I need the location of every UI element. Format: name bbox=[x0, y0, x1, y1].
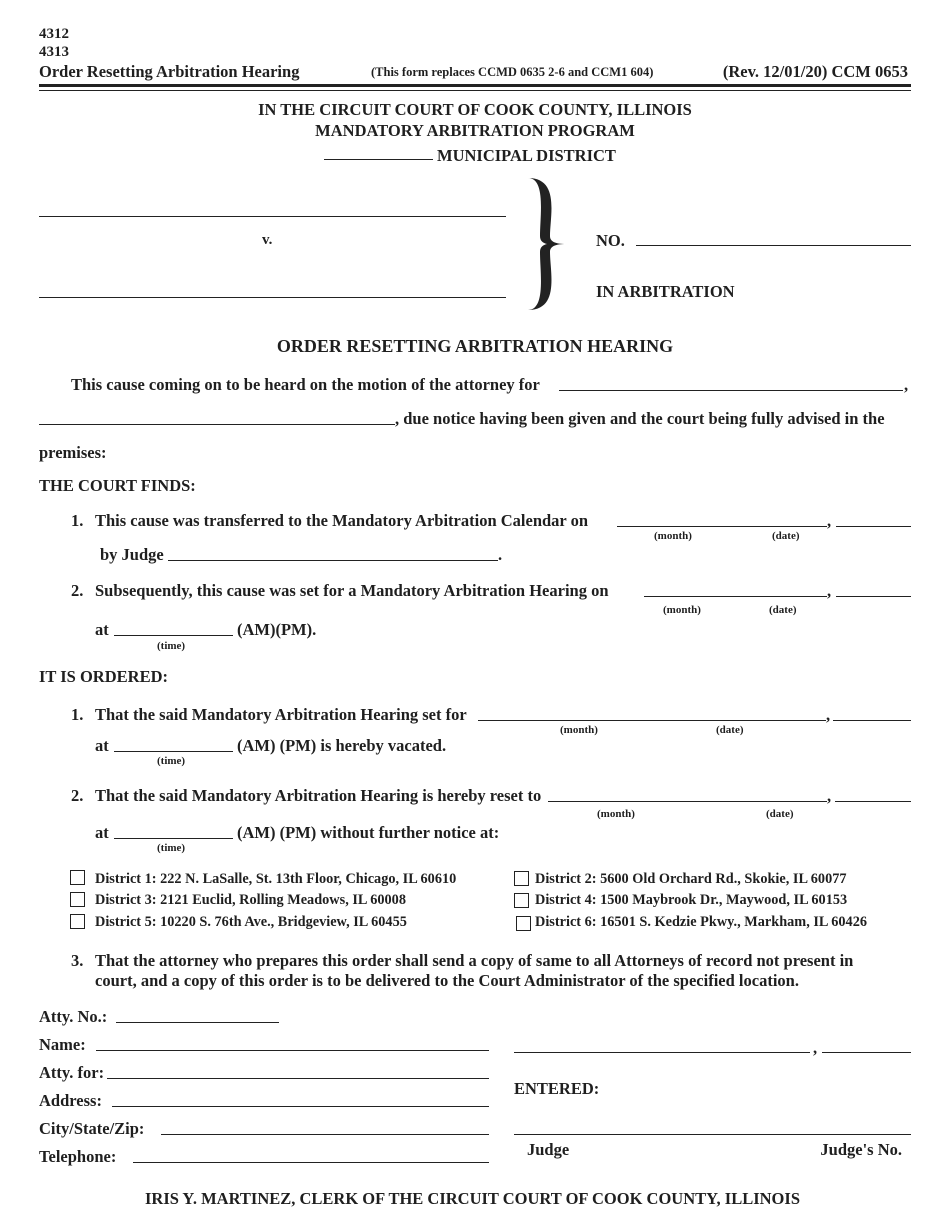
by-judge-label: by Judge bbox=[100, 545, 164, 564]
vacated-month-date-line[interactable] bbox=[478, 720, 826, 721]
date-caption: (date) bbox=[716, 724, 744, 736]
caption-brace bbox=[520, 176, 570, 312]
case-number-label: NO. bbox=[596, 231, 625, 250]
ordered-item1-comma: , bbox=[826, 705, 831, 724]
address-field[interactable] bbox=[112, 1106, 489, 1107]
district-5-label: District 5: 10220 S. 76th Ave., Bridgeview, IL 60455 bbox=[95, 914, 407, 930]
month-caption: (month) bbox=[663, 604, 701, 616]
set-year-line[interactable] bbox=[836, 596, 911, 597]
atty-no-label: Atty. No.: bbox=[39, 1007, 108, 1026]
transfer-year-line[interactable] bbox=[836, 526, 911, 527]
date-caption: (date) bbox=[772, 530, 800, 542]
ordered-item3-line2: court, and a copy of this order is to be delivered to the Court Administrator of the specified location. bbox=[95, 971, 799, 990]
form-code-4312: 4312 bbox=[39, 26, 69, 42]
telephone-label: Telephone: bbox=[39, 1147, 117, 1166]
city-state-zip-label: City/State/Zip: bbox=[39, 1119, 145, 1138]
judge-name-line[interactable] bbox=[168, 560, 498, 561]
judge-label: Judge bbox=[527, 1140, 570, 1159]
time-caption: (time) bbox=[157, 640, 186, 652]
finds-item2-comma: , bbox=[827, 581, 832, 600]
order-title: ORDER RESETTING ARBITRATION HEARING bbox=[276, 336, 674, 356]
header-rule-thin bbox=[39, 90, 911, 91]
reset-year-line[interactable] bbox=[835, 801, 911, 802]
finds-item1-number: 1. bbox=[71, 511, 84, 530]
entered-label: ENTERED: bbox=[514, 1079, 600, 1098]
judge-period: . bbox=[498, 545, 503, 564]
entered-date-comma: , bbox=[813, 1038, 818, 1057]
district-5-checkbox[interactable] bbox=[70, 914, 85, 929]
district-6-label: District 6: 16501 S. Kedzie Pkwy., Markham, IL 60426 bbox=[535, 914, 867, 930]
court-finds-heading: THE COURT FINDS: bbox=[39, 476, 196, 495]
without-notice-text: (AM) (PM) without further notice at: bbox=[237, 823, 500, 842]
telephone-field[interactable] bbox=[133, 1162, 489, 1163]
intro-text-1: This cause coming on to be heard on the motion of the attorney for bbox=[71, 375, 540, 394]
name-field[interactable] bbox=[96, 1050, 489, 1051]
intro-comma: , bbox=[904, 375, 909, 394]
program-name: MANDATORY ARBITRATION PROGRAM bbox=[315, 121, 635, 140]
motion-party-line-2[interactable] bbox=[39, 424, 395, 425]
month-caption: (month) bbox=[560, 724, 598, 736]
ordered-item2-comma: , bbox=[827, 786, 832, 805]
entered-date-line[interactable] bbox=[514, 1052, 810, 1053]
ordered-item2-number: 2. bbox=[71, 786, 84, 805]
atty-for-label: Atty. for: bbox=[39, 1063, 105, 1082]
set-time-line[interactable] bbox=[114, 635, 233, 636]
vacated-year-line[interactable] bbox=[833, 720, 911, 721]
date-caption: (date) bbox=[769, 604, 797, 616]
clerk-footer: IRIS Y. MARTINEZ, CLERK OF THE CIRCUIT COURT OF COOK COUNTY, ILLINOIS bbox=[144, 1189, 800, 1208]
intro-text-2: , due notice having been given and the court being fully advised in the bbox=[395, 409, 885, 428]
ordered-item1-text: That the said Mandatory Arbitration Hearing set for bbox=[95, 705, 467, 724]
set-month-date-line[interactable] bbox=[644, 596, 827, 597]
form-code-4313: 4313 bbox=[39, 44, 69, 60]
ordered-item1-number: 1. bbox=[71, 705, 84, 724]
district-2-label: District 2: 5600 Old Orchard Rd., Skokie, IL 60077 bbox=[535, 871, 847, 887]
district-2-checkbox[interactable] bbox=[514, 871, 529, 886]
municipal-district: MUNICIPAL DISTRICT bbox=[437, 146, 616, 165]
city-state-zip-field[interactable] bbox=[161, 1134, 489, 1135]
judges-no-label: Judge's No. bbox=[820, 1140, 902, 1159]
month-caption: (month) bbox=[654, 530, 692, 542]
time-caption: (time) bbox=[157, 755, 186, 767]
motion-party-line[interactable] bbox=[559, 390, 903, 391]
court-name: IN THE CIRCUIT COURT OF COOK COUNTY, ILLINOIS bbox=[258, 100, 692, 119]
atty-for-field[interactable] bbox=[107, 1078, 489, 1079]
atty-no-field[interactable] bbox=[116, 1022, 279, 1023]
district-1-checkbox[interactable] bbox=[70, 870, 85, 885]
transfer-month-date-line[interactable] bbox=[617, 526, 827, 527]
date-caption: (date) bbox=[766, 808, 794, 820]
defendant-line[interactable] bbox=[39, 297, 506, 298]
intro-text-3: premises: bbox=[39, 443, 107, 462]
time-caption: (time) bbox=[157, 842, 186, 854]
in-arbitration: IN ARBITRATION bbox=[596, 282, 735, 301]
finds-item1-comma: , bbox=[827, 511, 832, 530]
month-caption: (month) bbox=[597, 808, 635, 820]
address-label: Address: bbox=[39, 1091, 102, 1110]
vacated-time-line[interactable] bbox=[114, 751, 233, 752]
revision-code: (Rev. 12/01/20) CCM 0653 bbox=[722, 62, 908, 81]
form-title: Order Resetting Arbitration Hearing bbox=[39, 62, 300, 81]
at-label: at bbox=[95, 823, 109, 842]
vacated-text: (AM) (PM) is hereby vacated. bbox=[237, 736, 447, 755]
finds-item1-text: This cause was transferred to the Mandatory Arbitration Calendar on bbox=[95, 511, 589, 530]
entered-year-line[interactable] bbox=[822, 1052, 911, 1053]
header-rule-thick bbox=[39, 84, 911, 87]
ordered-item3-number: 3. bbox=[71, 951, 84, 970]
district-4-checkbox[interactable] bbox=[514, 893, 529, 908]
name-label: Name: bbox=[39, 1035, 86, 1054]
district-6-checkbox[interactable] bbox=[516, 916, 531, 931]
it-is-ordered-heading: IT IS ORDERED: bbox=[39, 667, 168, 686]
am-pm-text: (AM)(PM). bbox=[237, 620, 317, 639]
finds-item2-number: 2. bbox=[71, 581, 84, 600]
district-3-checkbox[interactable] bbox=[70, 892, 85, 907]
case-number-line[interactable] bbox=[636, 245, 911, 246]
reset-month-date-line[interactable] bbox=[548, 801, 827, 802]
at-label: at bbox=[95, 620, 109, 639]
district-3-label: District 3: 2121 Euclid, Rolling Meadows, IL 60008 bbox=[95, 892, 406, 908]
at-label: at bbox=[95, 736, 109, 755]
judge-signature-line[interactable] bbox=[514, 1134, 911, 1135]
versus-text: v. bbox=[262, 232, 273, 248]
plaintiff-line[interactable] bbox=[39, 216, 506, 217]
reset-time-line[interactable] bbox=[114, 838, 233, 839]
ordered-item3-line1: That the attorney who prepares this order shall send a copy of same to all Attorneys of record not present in bbox=[95, 951, 854, 970]
replaces-note: (This form replaces CCMD 0635 2-6 and CCM1 604) bbox=[371, 65, 654, 79]
ordered-item2-text: That the said Mandatory Arbitration Hearing is hereby reset to bbox=[95, 786, 542, 805]
finds-item2-text: Subsequently, this cause was set for a Mandatory Arbitration Hearing on bbox=[95, 581, 609, 600]
district-4-label: District 4: 1500 Maybrook Dr., Maywood, IL 60153 bbox=[535, 892, 848, 908]
district-1-label: District 1: 222 N. LaSalle, St. 13th Floor, Chicago, IL 60610 bbox=[95, 871, 457, 887]
district-blank[interactable] bbox=[324, 159, 433, 160]
